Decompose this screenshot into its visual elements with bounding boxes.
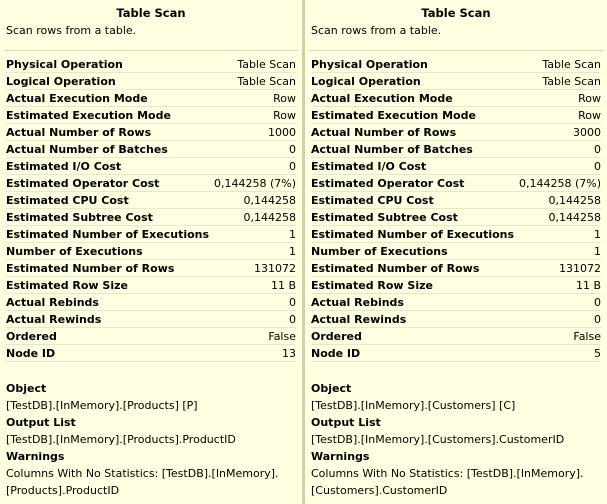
property-value: 1 [289,245,296,258]
property-value: 3000 [573,126,601,139]
property-value: 0,144258 [548,194,601,207]
object-label: Object [311,382,352,395]
property-label: Physical Operation [311,58,428,71]
property-row [6,73,296,90]
details-section [6,380,296,499]
property-row [6,277,296,294]
property-row [6,243,296,260]
property-value: Table Scan [237,58,296,71]
tooltip-pane-right [305,0,607,504]
separator [309,50,603,51]
output-list-label: Output List [311,416,381,429]
operator-title: Table Scan [421,6,491,20]
property-value: 0 [594,143,601,156]
property-row [6,226,296,243]
property-row [311,141,601,158]
property-value: 131072 [559,262,601,275]
property-row [311,345,601,362]
property-label: Estimated Row Size [311,279,433,292]
property-row [311,277,601,294]
property-label: Actual Rebinds [6,296,99,309]
property-value: False [573,330,601,343]
property-value: 0 [289,160,296,173]
property-value: 0 [594,296,601,309]
property-value: 0,144258 [548,211,601,224]
property-row [311,158,601,175]
property-label: Actual Number of Batches [311,143,473,156]
property-value: 0,144258 [243,211,296,224]
property-value: Row [578,109,601,122]
properties-list [311,56,601,362]
property-row [311,192,601,209]
property-row [311,243,601,260]
property-label: Estimated Number of Executions [6,228,210,241]
warnings-label: Warnings [311,450,370,463]
warnings-value: Columns With No Statistics: [TestDB].[InMemory].[Customers].CustomerID [311,467,584,497]
property-row [311,73,601,90]
operator-title: Table Scan [116,6,186,20]
object-value: [TestDB].[InMemory].[Products] [P] [6,399,198,412]
property-label: Estimated Operator Cost [311,177,465,190]
property-value: 0 [594,160,601,173]
property-label: Estimated I/O Cost [6,160,122,173]
property-label: Ordered [311,330,362,343]
property-row [311,90,601,107]
property-value: 0 [289,313,296,326]
property-label: Number of Executions [311,245,448,258]
property-row [6,124,296,141]
property-value: Table Scan [542,75,601,88]
property-row [6,260,296,277]
property-label: Node ID [6,347,56,360]
property-label: Actual Execution Mode [6,92,148,105]
property-label: Estimated Number of Rows [6,262,175,275]
property-row [6,175,296,192]
property-value: 1 [289,228,296,241]
property-label: Estimated Row Size [6,279,128,292]
property-value: 11 B [270,279,296,292]
output-list-value: [TestDB].[InMemory].[Customers].CustomerID [311,433,565,446]
property-value: 131072 [254,262,296,275]
property-label: Estimated CPU Cost [311,194,434,207]
property-label: Estimated Subtree Cost [311,211,458,224]
output-list-label: Output List [6,416,76,429]
property-label: Actual Number of Rows [6,126,152,139]
property-value: 1 [594,245,601,258]
property-row [311,56,601,73]
property-row [311,294,601,311]
property-value: 5 [594,347,601,360]
property-row [311,328,601,345]
property-value: False [268,330,296,343]
property-label: Logical Operation [311,75,421,88]
property-value: 0 [289,296,296,309]
property-label: Estimated Number of Executions [311,228,515,241]
property-row [311,124,601,141]
property-label: Logical Operation [6,75,116,88]
property-label: Ordered [6,330,57,343]
property-label: Estimated Execution Mode [6,109,171,122]
property-value: 0,144258 (7%) [213,177,296,190]
property-value: Table Scan [237,75,296,88]
property-label: Number of Executions [6,245,143,258]
operator-description: Scan rows from a table. [6,24,137,37]
property-row [311,175,601,192]
property-label: Node ID [311,347,361,360]
output-list-value: [TestDB].[InMemory].[Products].ProductID [6,433,236,446]
property-row [311,226,601,243]
property-row [311,311,601,328]
property-value: 0,144258 (7%) [518,177,601,190]
warnings-value: Columns With No Statistics: [TestDB].[InMemory].[Products].ProductID [6,467,279,497]
property-row [311,209,601,226]
property-row [6,311,296,328]
operator-description: Scan rows from a table. [311,24,442,37]
property-label: Estimated Number of Rows [311,262,480,275]
property-value: 0 [594,313,601,326]
property-label: Physical Operation [6,58,123,71]
property-row [6,345,296,362]
property-row [6,328,296,345]
property-row [6,294,296,311]
property-label: Estimated Execution Mode [311,109,476,122]
property-value: 0 [289,143,296,156]
property-value: Row [273,109,296,122]
properties-list [6,56,296,362]
property-row [6,90,296,107]
property-row [6,56,296,73]
property-label: Actual Rewinds [311,313,407,326]
property-value: 11 B [575,279,601,292]
property-label: Actual Rewinds [6,313,102,326]
property-value: 0,144258 [243,194,296,207]
property-label: Actual Number of Batches [6,143,168,156]
property-row [6,158,296,175]
tooltip-pane-left [0,0,302,504]
property-label: Estimated CPU Cost [6,194,129,207]
property-label: Estimated I/O Cost [311,160,427,173]
object-label: Object [6,382,47,395]
property-row [6,107,296,124]
property-label: Actual Number of Rows [311,126,457,139]
property-label: Estimated Operator Cost [6,177,160,190]
property-value: Row [273,92,296,105]
property-row [311,107,601,124]
object-value: [TestDB].[InMemory].[Customers] [C] [311,399,516,412]
warnings-label: Warnings [6,450,65,463]
property-label: Actual Rebinds [311,296,404,309]
property-value: Row [578,92,601,105]
property-value: 1 [594,228,601,241]
property-row [6,209,296,226]
property-value: 1000 [268,126,296,139]
property-row [6,192,296,209]
property-row [6,141,296,158]
property-label: Estimated Subtree Cost [6,211,153,224]
property-value: 13 [282,347,296,360]
property-value: Table Scan [542,58,601,71]
separator [4,50,298,51]
property-row [311,260,601,277]
property-label: Actual Execution Mode [311,92,453,105]
details-section [311,380,601,499]
